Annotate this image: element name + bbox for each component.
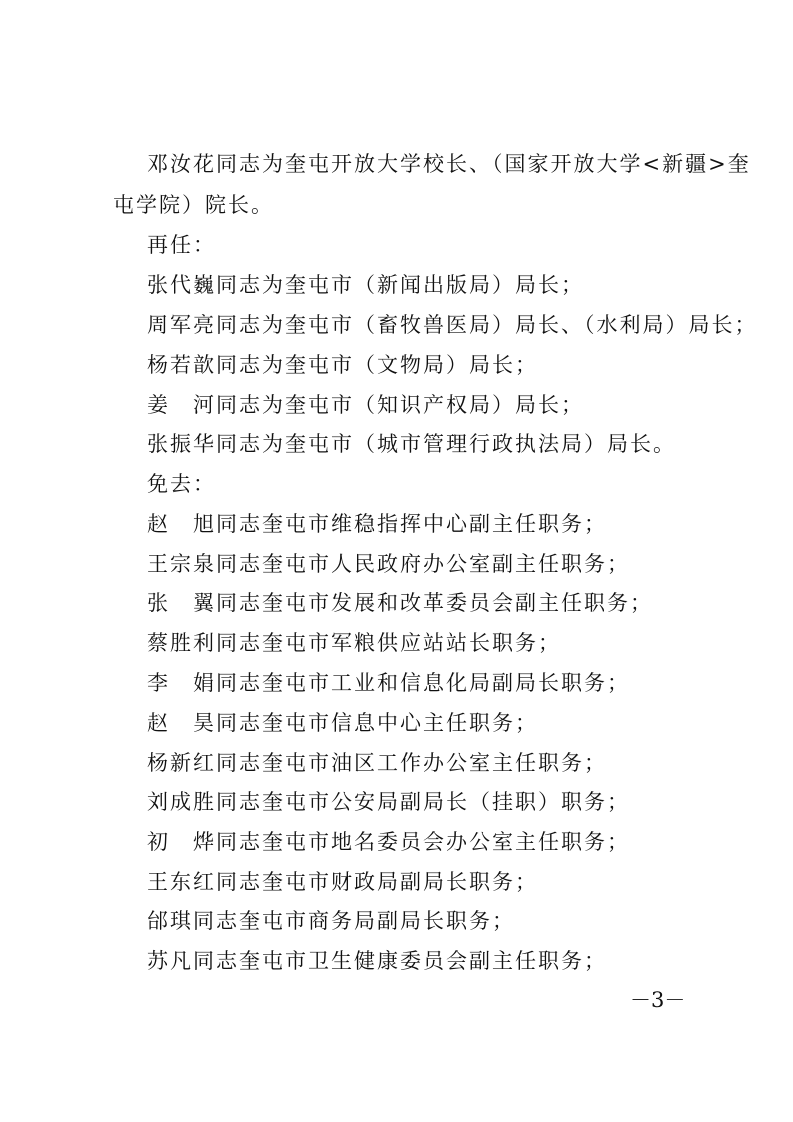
dismiss-item: 刘成胜同志奎屯市公安局副局长（挂职）职务；	[147, 790, 630, 814]
dismiss-item: 赵 旭同志奎屯市维稳指挥中心副主任职务；	[147, 512, 607, 536]
dismiss-item: 王宗泉同志奎屯市人民政府办公室副主任职务；	[147, 552, 630, 576]
dismiss-heading: 免去：	[147, 472, 216, 496]
dismiss-item: 杨新红同志奎屯市油区工作办公室主任职务；	[147, 751, 607, 775]
dismiss-item: 张 翼同志奎屯市发展和改革委员会副主任职务；	[147, 591, 653, 615]
dismiss-item: 李 娟同志奎屯市工业和信息化局副局长职务；	[147, 671, 630, 695]
dismiss-item: 初 烨同志奎屯市地名委员会办公室主任职务；	[147, 830, 630, 854]
dismiss-item: 邰琪同志奎屯市商务局副局长职务；	[147, 909, 515, 933]
reappoint-item: 杨若歆同志为奎屯市（文物局）局长；	[147, 353, 538, 377]
dismiss-item: 王东红同志奎屯市财政局副局长职务；	[147, 870, 538, 894]
reappoint-item: 张代巍同志为奎屯市（新闻出版局）局长；	[147, 273, 584, 297]
dismiss-item: 蔡胜利同志奎屯市军粮供应站站长职务；	[147, 631, 561, 655]
dismiss-item: 赵 昊同志奎屯市信息中心主任职务；	[147, 711, 538, 735]
intro-line-2: 屯学院）院长。	[113, 193, 274, 217]
reappoint-item: 周军亮同志为奎屯市（畜牧兽医局）局长、（水利局）局长；	[147, 313, 758, 337]
intro-line-1: 邓汝花同志为奎屯开放大学校长、（国家开放大学<新疆>奎	[147, 152, 751, 176]
reappoint-item: 姜 河同志为奎屯市（知识产权局）局长；	[147, 393, 584, 417]
page-number: －3－	[630, 988, 686, 1012]
reappoint-heading: 再任：	[147, 233, 216, 257]
reappoint-item: 张振华同志为奎屯市（城市管理行政执法局）局长。	[147, 432, 676, 456]
dismiss-item: 苏凡同志奎屯市卫生健康委员会副主任职务；	[147, 949, 607, 973]
